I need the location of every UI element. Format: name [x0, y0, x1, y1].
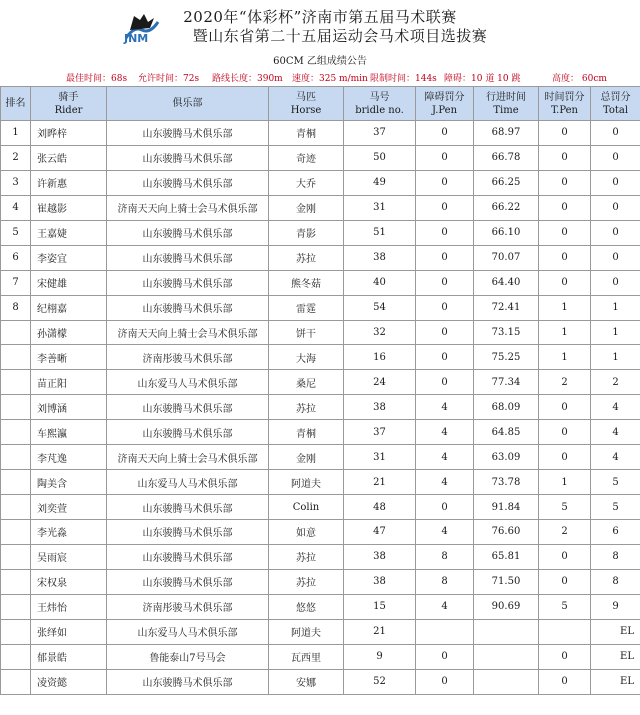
page-title-line1: 2020年“体彩杯”济南市第五届马术联赛: [183, 8, 457, 26]
course-parameters: [0, 70, 640, 84]
total-penalty-cell: 4: [591, 420, 640, 445]
jump-penalty-cell: 0: [416, 220, 474, 245]
total-penalty-cell: EL: [591, 619, 640, 644]
bridle-cell: 9: [344, 644, 416, 669]
param-time-limit: 限制时间：144s: [370, 74, 437, 84]
table-row: [1, 594, 640, 619]
bridle-cell: 47: [344, 520, 416, 545]
club-cell: 济南天天向上骑士会马术俱乐部: [107, 445, 269, 470]
time-cell: 75.25: [474, 345, 539, 370]
club-cell: 山东骏腾马术俱乐部: [107, 569, 269, 594]
jump-penalty-cell: 0: [416, 295, 474, 320]
time-penalty-cell: 0: [539, 220, 591, 245]
total-penalty-cell: 0: [591, 121, 640, 146]
rank-cell: 7: [1, 270, 31, 295]
table-row: [1, 121, 640, 146]
column-header: 总罚分 Total: [591, 87, 640, 121]
time-penalty-cell: 0: [539, 445, 591, 470]
table-row: [1, 320, 640, 345]
rank-cell: 3: [1, 170, 31, 195]
bridle-cell: 50: [344, 145, 416, 170]
horse-cell: 金刚: [269, 195, 344, 220]
table-row: [1, 270, 640, 295]
bridle-cell: 38: [344, 544, 416, 569]
club-cell: 山东骏腾马术俱乐部: [107, 295, 269, 320]
rider-cell: 李光淼: [31, 520, 107, 545]
jump-penalty-cell: 0: [416, 345, 474, 370]
time-penalty-cell: 2: [539, 370, 591, 395]
bridle-cell: 21: [344, 470, 416, 495]
rank-cell: [1, 370, 31, 395]
table-row: [1, 145, 640, 170]
club-cell: 山东骏腾马术俱乐部: [107, 420, 269, 445]
param-course-length: 路线长度：390m: [212, 74, 283, 84]
time-cell: 63.09: [474, 445, 539, 470]
total-penalty-cell: 0: [591, 170, 640, 195]
club-cell: 济南彤骏马术俱乐部: [107, 345, 269, 370]
rider-cell: 王炜怡: [31, 594, 107, 619]
bridle-cell: 40: [344, 270, 416, 295]
bridle-cell: 54: [344, 295, 416, 320]
total-penalty-cell: 1: [591, 320, 640, 345]
total-penalty-cell: 5: [591, 495, 640, 520]
rank-cell: [1, 470, 31, 495]
horse-cell: 如意: [269, 520, 344, 545]
rank-cell: [1, 420, 31, 445]
total-penalty-cell: 0: [591, 195, 640, 220]
logo-text: JNM: [124, 32, 149, 44]
horse-cell: Colin: [269, 495, 344, 520]
jump-penalty-cell: [416, 619, 474, 644]
time-cell: 76.60: [474, 520, 539, 545]
param-speed: 速度：325 m/min: [292, 74, 368, 84]
horse-cell: 大海: [269, 345, 344, 370]
rider-cell: 宋健雄: [31, 270, 107, 295]
time-penalty-cell: 0: [539, 195, 591, 220]
rank-cell: [1, 669, 31, 694]
total-penalty-cell: 4: [591, 445, 640, 470]
total-penalty-cell: 0: [591, 145, 640, 170]
rider-cell: 刘奕萱: [31, 495, 107, 520]
rank-cell: 6: [1, 245, 31, 270]
table-row: [1, 669, 640, 694]
jump-penalty-cell: 4: [416, 520, 474, 545]
table-row: [1, 569, 640, 594]
time-penalty-cell: 0: [539, 121, 591, 146]
rank-cell: [1, 395, 31, 420]
param-height: 高度： 60cm: [552, 74, 607, 84]
time-penalty-cell: 0: [539, 145, 591, 170]
table-row: [1, 295, 640, 320]
jump-penalty-cell: 0: [416, 145, 474, 170]
jump-penalty-cell: 4: [416, 594, 474, 619]
total-penalty-cell: 4: [591, 395, 640, 420]
horse-cell: 瓦西里: [269, 644, 344, 669]
total-penalty-cell: 8: [591, 544, 640, 569]
jump-penalty-cell: 0: [416, 270, 474, 295]
table-row: [1, 420, 640, 445]
bridle-cell: 49: [344, 170, 416, 195]
horse-cell: 青桐: [269, 121, 344, 146]
total-penalty-cell: EL: [591, 669, 640, 694]
time-cell: 66.78: [474, 145, 539, 170]
time-penalty-cell: 2: [539, 520, 591, 545]
total-penalty-cell: EL: [591, 644, 640, 669]
rank-cell: [1, 619, 31, 644]
rank-cell: 1: [1, 121, 31, 146]
time-cell: 65.81: [474, 544, 539, 569]
results-subtitle: 60CM 乙组成绩公告: [273, 56, 367, 67]
total-penalty-cell: 9: [591, 594, 640, 619]
horse-cell: 青影: [269, 220, 344, 245]
rank-cell: [1, 345, 31, 370]
time-cell: 72.41: [474, 295, 539, 320]
table-row: [1, 245, 640, 270]
jump-penalty-cell: 0: [416, 195, 474, 220]
horse-cell: 饼干: [269, 320, 344, 345]
time-cell: 66.10: [474, 220, 539, 245]
club-cell: 鲁能泰山7号马会: [107, 644, 269, 669]
jump-penalty-cell: 0: [416, 245, 474, 270]
param-allowed-time: 允许时间：72s: [138, 74, 200, 84]
total-penalty-cell: 6: [591, 520, 640, 545]
time-penalty-cell: 0: [539, 544, 591, 569]
rider-cell: 凌资懿: [31, 669, 107, 694]
table-row: [1, 520, 640, 545]
column-header: 行进时间 Time: [474, 87, 539, 121]
time-penalty-cell: 1: [539, 320, 591, 345]
table-row: [1, 495, 640, 520]
rider-cell: 苗正阳: [31, 370, 107, 395]
table-body: [1, 121, 640, 695]
jump-penalty-cell: 4: [416, 395, 474, 420]
time-penalty-cell: 1: [539, 470, 591, 495]
time-penalty-cell: 1: [539, 295, 591, 320]
total-penalty-cell: 1: [591, 295, 640, 320]
time-cell: 64.40: [474, 270, 539, 295]
time-cell: 71.50: [474, 569, 539, 594]
total-penalty-cell: 5: [591, 470, 640, 495]
time-cell: 66.22: [474, 195, 539, 220]
bridle-cell: 48: [344, 495, 416, 520]
time-penalty-cell: 0: [539, 420, 591, 445]
table-row: [1, 370, 640, 395]
rider-cell: 李芃逸: [31, 445, 107, 470]
bridle-cell: 32: [344, 320, 416, 345]
horse-cell: 悠悠: [269, 594, 344, 619]
horse-cell: 青桐: [269, 420, 344, 445]
bridle-cell: 37: [344, 121, 416, 146]
table-row: [1, 395, 640, 420]
time-cell: [474, 669, 539, 694]
total-penalty-cell: 0: [591, 220, 640, 245]
results-table: [0, 86, 640, 695]
table-row: [1, 445, 640, 470]
jump-penalty-cell: 4: [416, 445, 474, 470]
table-row: [1, 470, 640, 495]
table-row: [1, 544, 640, 569]
horse-cell: 安娜: [269, 669, 344, 694]
table-row: [1, 170, 640, 195]
time-cell: 66.25: [474, 170, 539, 195]
time-penalty-cell: 1: [539, 345, 591, 370]
column-header: 马号 bridle no.: [344, 87, 416, 121]
time-penalty-cell: 0: [539, 669, 591, 694]
rank-cell: [1, 544, 31, 569]
club-cell: 山东骏腾马术俱乐部: [107, 669, 269, 694]
jump-penalty-cell: 0: [416, 495, 474, 520]
jump-penalty-cell: 0: [416, 170, 474, 195]
time-penalty-cell: 0: [539, 245, 591, 270]
club-cell: 山东骏腾马术俱乐部: [107, 520, 269, 545]
bridle-cell: 38: [344, 245, 416, 270]
club-cell: 山东骏腾马术俱乐部: [107, 121, 269, 146]
time-cell: 73.15: [474, 320, 539, 345]
rank-cell: 2: [1, 145, 31, 170]
jump-penalty-cell: 0: [416, 121, 474, 146]
bridle-cell: 52: [344, 669, 416, 694]
horse-cell: 阿道夫: [269, 619, 344, 644]
rider-cell: 郁景皓: [31, 644, 107, 669]
rank-cell: [1, 520, 31, 545]
rank-cell: 5: [1, 220, 31, 245]
bridle-cell: 15: [344, 594, 416, 619]
horse-cell: 大乔: [269, 170, 344, 195]
time-cell: 64.85: [474, 420, 539, 445]
club-cell: 济南天天向上骑士会马术俱乐部: [107, 195, 269, 220]
column-header: 时间罚分 T.Pen: [539, 87, 591, 121]
table-row: [1, 195, 640, 220]
rank-cell: [1, 320, 31, 345]
jump-penalty-cell: 0: [416, 669, 474, 694]
total-penalty-cell: 1: [591, 345, 640, 370]
horse-cell: 苏拉: [269, 395, 344, 420]
club-cell: 山东爱马人马术俱乐部: [107, 619, 269, 644]
time-cell: [474, 644, 539, 669]
rider-cell: 孙潇檬: [31, 320, 107, 345]
column-header: 骑手 Rider: [31, 87, 107, 121]
bridle-cell: 31: [344, 195, 416, 220]
club-cell: 山东骏腾马术俱乐部: [107, 495, 269, 520]
rider-cell: 张云皓: [31, 145, 107, 170]
time-cell: [474, 619, 539, 644]
horse-cell: 苏拉: [269, 569, 344, 594]
param-min-time: 最佳时间：68s: [66, 74, 128, 84]
horse-cell: 雷霆: [269, 295, 344, 320]
jump-penalty-cell: 0: [416, 644, 474, 669]
rank-cell: [1, 445, 31, 470]
jump-penalty-cell: 4: [416, 470, 474, 495]
time-cell: 77.34: [474, 370, 539, 395]
table-row: [1, 644, 640, 669]
param-obstacles: 障碍：10 道 10 跳: [444, 74, 521, 84]
rider-cell: 纪栩嘉: [31, 295, 107, 320]
table-row: [1, 619, 640, 644]
page-title-line2: 暨山东省第二十五届运动会马术项目选拔赛: [192, 27, 488, 45]
bridle-cell: 38: [344, 395, 416, 420]
club-cell: 山东骏腾马术俱乐部: [107, 395, 269, 420]
bridle-cell: 16: [344, 345, 416, 370]
table-row: [1, 345, 640, 370]
time-penalty-cell: 5: [539, 594, 591, 619]
rank-cell: 4: [1, 195, 31, 220]
bridle-cell: 37: [344, 420, 416, 445]
horse-cell: 阿道夫: [269, 470, 344, 495]
rider-cell: 张绎如: [31, 619, 107, 644]
header: [0, 0, 640, 48]
jump-penalty-cell: 8: [416, 544, 474, 569]
club-cell: 山东骏腾马术俱乐部: [107, 270, 269, 295]
jump-penalty-cell: 0: [416, 320, 474, 345]
time-cell: 70.07: [474, 245, 539, 270]
time-penalty-cell: 0: [539, 569, 591, 594]
rank-cell: 8: [1, 295, 31, 320]
jump-penalty-cell: 4: [416, 420, 474, 445]
horse-cell: 苏拉: [269, 245, 344, 270]
column-header: 障碍罚分 J.Pen: [416, 87, 474, 121]
club-cell: 山东骏腾马术俱乐部: [107, 145, 269, 170]
club-cell: 山东骏腾马术俱乐部: [107, 220, 269, 245]
time-cell: 73.78: [474, 470, 539, 495]
time-penalty-cell: 0: [539, 644, 591, 669]
rider-cell: 车熙瀛: [31, 420, 107, 445]
club-cell: 山东骏腾马术俱乐部: [107, 544, 269, 569]
rank-cell: [1, 644, 31, 669]
total-penalty-cell: 8: [591, 569, 640, 594]
total-penalty-cell: 2: [591, 370, 640, 395]
bridle-cell: 24: [344, 370, 416, 395]
rider-cell: 崔越影: [31, 195, 107, 220]
time-cell: 90.69: [474, 594, 539, 619]
time-penalty-cell: 0: [539, 395, 591, 420]
time-penalty-cell: 0: [539, 170, 591, 195]
club-cell: 济南天天向上骑士会马术俱乐部: [107, 320, 269, 345]
bridle-cell: 51: [344, 220, 416, 245]
column-header: 俱乐部: [107, 87, 269, 121]
rank-cell: [1, 569, 31, 594]
rider-cell: 李姿宜: [31, 245, 107, 270]
jump-penalty-cell: 8: [416, 569, 474, 594]
rider-cell: 吴雨宸: [31, 544, 107, 569]
time-cell: 91.84: [474, 495, 539, 520]
rider-cell: 许新惠: [31, 170, 107, 195]
table-header-row: [1, 87, 640, 121]
total-penalty-cell: 0: [591, 245, 640, 270]
time-penalty-cell: [539, 619, 591, 644]
club-cell: 山东骏腾马术俱乐部: [107, 170, 269, 195]
time-cell: 68.97: [474, 121, 539, 146]
total-penalty-cell: 0: [591, 270, 640, 295]
column-header: 排名: [1, 87, 31, 121]
table-row: [1, 220, 640, 245]
horse-cell: 金刚: [269, 445, 344, 470]
horse-cell: 奇迹: [269, 145, 344, 170]
rank-cell: [1, 594, 31, 619]
horse-cell: 苏拉: [269, 544, 344, 569]
club-cell: 济南彤骏马术俱乐部: [107, 594, 269, 619]
rider-cell: 宋权泉: [31, 569, 107, 594]
bridle-cell: 38: [344, 569, 416, 594]
jump-penalty-cell: 0: [416, 370, 474, 395]
club-cell: 山东爱马人马术俱乐部: [107, 370, 269, 395]
column-header: 马匹 Horse: [269, 87, 344, 121]
time-cell: 68.09: [474, 395, 539, 420]
bridle-cell: 21: [344, 619, 416, 644]
club-cell: 山东骏腾马术俱乐部: [107, 245, 269, 270]
rider-cell: 刘博涵: [31, 395, 107, 420]
bridle-cell: 31: [344, 445, 416, 470]
rider-cell: 李善晰: [31, 345, 107, 370]
horse-cell: 桑尼: [269, 370, 344, 395]
time-penalty-cell: 5: [539, 495, 591, 520]
club-cell: 山东爱马人马术俱乐部: [107, 470, 269, 495]
rider-cell: 陶美含: [31, 470, 107, 495]
time-penalty-cell: 0: [539, 270, 591, 295]
rank-cell: [1, 495, 31, 520]
rider-cell: 刘晔梓: [31, 121, 107, 146]
rider-cell: 王嘉婕: [31, 220, 107, 245]
horse-cell: 熊冬菇: [269, 270, 344, 295]
